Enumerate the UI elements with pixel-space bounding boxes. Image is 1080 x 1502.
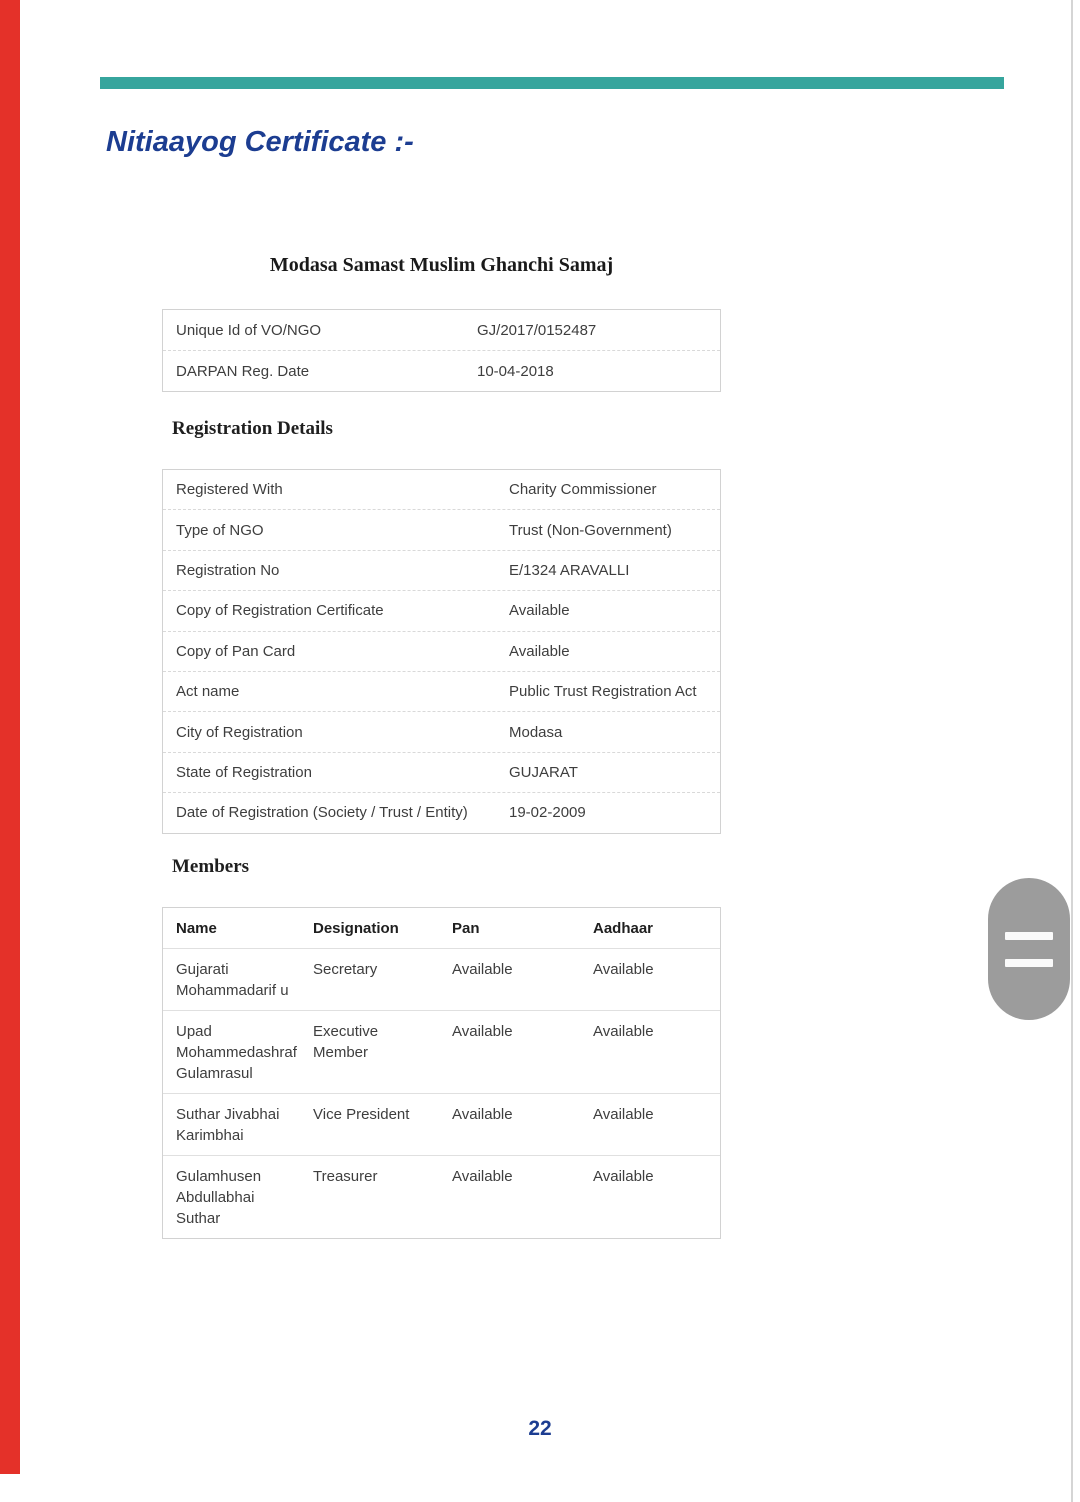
field-value: Charity Commissioner (509, 481, 657, 499)
field-value: 10-04-2018 (477, 362, 554, 380)
grip-lines-icon (1005, 959, 1053, 967)
scroll-handle[interactable] (988, 878, 1070, 1020)
table-row (163, 350, 720, 391)
member-pan: Available (452, 961, 513, 978)
member-designation: Executive Member (313, 1023, 379, 1061)
member-row (163, 1093, 720, 1155)
member-designation: Treasurer (313, 1168, 378, 1185)
member-row (163, 948, 720, 1010)
member-name: Upad Mohammedashraf Gulamrasul (176, 1023, 297, 1082)
field-value: E/1324 ARAVALLI (509, 561, 630, 579)
table-row (163, 631, 720, 671)
member-designation: Secretary (313, 961, 378, 978)
page-number: 22 (528, 1417, 552, 1440)
column-header-pan: Pan (452, 920, 480, 937)
column-header-aadhaar: Aadhaar (593, 920, 654, 937)
field-label: Copy of Registration Certificate (176, 602, 384, 620)
column-header-designation: Designation (313, 920, 399, 937)
table-row (163, 752, 720, 792)
page-right-border (1071, 0, 1073, 1502)
field-label: DARPAN Reg. Date (176, 362, 310, 380)
field-value: Trust (Non-Government) (509, 521, 672, 539)
top-accent-bar (100, 77, 1004, 89)
field-label: Date of Registration (Society / Trust / Entity) (176, 804, 468, 822)
table-row (163, 509, 720, 549)
grip-lines-icon (1005, 932, 1053, 940)
member-pan: Available (452, 1023, 513, 1040)
member-row (163, 1010, 720, 1093)
table-row (163, 671, 720, 711)
member-pan: Available (452, 1106, 513, 1123)
registration-details-table (162, 469, 721, 834)
field-label: Registration No (176, 561, 280, 579)
member-aadhaar: Available (593, 1106, 654, 1123)
member-pan: Available (452, 1168, 513, 1185)
field-value: GJ/2017/0152487 (477, 321, 597, 339)
page-title: Nitiaayog Certificate :- (106, 126, 414, 158)
members-table (162, 907, 721, 1239)
field-label: Copy of Pan Card (176, 642, 296, 660)
field-value: Available (509, 642, 570, 660)
member-aadhaar: Available (593, 1168, 654, 1185)
field-label: State of Registration (176, 763, 312, 781)
members-heading: Members (172, 856, 250, 877)
field-label: Unique Id of VO/NGO (176, 321, 322, 339)
table-row (163, 590, 720, 630)
member-aadhaar: Available (593, 961, 654, 978)
member-name: Suthar Jivabhai Karimbhai (176, 1106, 280, 1144)
table-row (163, 470, 720, 509)
member-name: Gujarati Mohammadarif u (176, 961, 289, 999)
member-designation: Vice President (313, 1106, 410, 1123)
registration-details-heading: Registration Details (172, 418, 333, 439)
field-value: Available (509, 602, 570, 620)
table-row (163, 310, 720, 350)
field-label: Registered With (176, 481, 283, 499)
members-header-row (163, 908, 720, 948)
left-red-stripe (0, 0, 20, 1474)
member-row (163, 1155, 720, 1238)
field-label: Type of NGO (176, 521, 264, 539)
member-name: Gulamhusen Abdullabhai Suthar (176, 1168, 262, 1227)
field-value: 19-02-2009 (509, 804, 586, 822)
field-label: Act name (176, 683, 240, 701)
organization-name: Modasa Samast Muslim Ghanchi Samaj (269, 254, 614, 276)
table-row (163, 792, 720, 832)
field-label: City of Registration (176, 723, 303, 741)
table-row (163, 711, 720, 751)
column-header-name: Name (176, 920, 217, 937)
field-value: Modasa (509, 723, 563, 741)
table-row (163, 550, 720, 590)
field-value: Public Trust Registration Act (509, 683, 697, 701)
member-aadhaar: Available (593, 1023, 654, 1040)
darpan-summary-table (162, 309, 721, 392)
field-value: GUJARAT (509, 763, 578, 781)
